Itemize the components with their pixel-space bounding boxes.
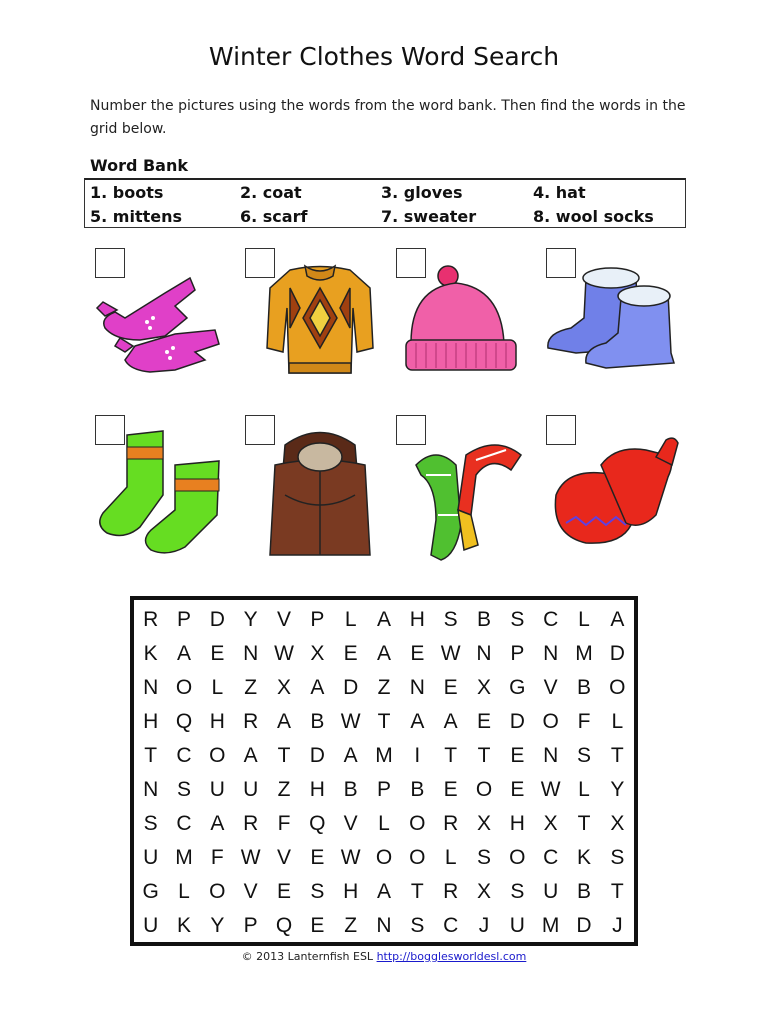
grid-letter[interactable]: C <box>543 608 559 631</box>
grid-letter[interactable]: O <box>175 676 193 699</box>
grid-row <box>134 705 634 739</box>
grid-row <box>134 807 634 841</box>
grid-letter[interactable]: S <box>610 846 625 869</box>
grid-letter[interactable]: Z <box>277 778 291 801</box>
grid-letter[interactable]: S <box>176 778 191 801</box>
grid-letter[interactable]: E <box>443 778 458 801</box>
grid-letter[interactable]: E <box>276 880 291 903</box>
grid-letter[interactable]: W <box>340 710 361 733</box>
grid-letter[interactable]: E <box>410 642 425 665</box>
grid-row <box>134 739 634 773</box>
grid-letter[interactable]: T <box>377 710 391 733</box>
grid-letter[interactable]: N <box>476 642 492 665</box>
grid-row <box>134 841 634 875</box>
grid-letter[interactable]: K <box>143 642 158 665</box>
grid-letter[interactable]: R <box>443 880 459 903</box>
picture-mittens <box>546 415 696 580</box>
grid-letter[interactable]: F <box>210 846 224 869</box>
grid-letter[interactable]: N <box>543 744 559 767</box>
grid-letter[interactable]: Z <box>344 914 358 937</box>
grid-letter[interactable]: K <box>576 846 591 869</box>
grid-letter[interactable]: R <box>443 812 459 835</box>
grid-letter[interactable]: V <box>276 846 291 869</box>
word-bank-item-sweater: 7. sweater <box>381 207 477 226</box>
grid-letter[interactable]: N <box>143 778 159 801</box>
grid-letter[interactable]: X <box>610 812 625 835</box>
grid-letter[interactable]: T <box>610 880 624 903</box>
word-bank-item-coat: 2. coat <box>240 183 302 202</box>
word-bank-item-wool-socks: 8. wool socks <box>533 207 654 226</box>
grid-letter[interactable]: O <box>409 812 426 835</box>
worksheet-title: Winter Clothes Word Search <box>208 42 560 71</box>
grid-letter[interactable]: T <box>577 812 591 835</box>
grid-letter[interactable]: F <box>277 812 291 835</box>
grid-letter[interactable]: A <box>376 608 391 631</box>
grid-letter[interactable]: A <box>443 710 458 733</box>
grid-letter[interactable]: U <box>543 880 559 903</box>
grid-letter[interactable]: X <box>476 880 491 903</box>
grid-letter[interactable]: D <box>343 676 359 699</box>
grid-letter[interactable]: B <box>343 778 358 801</box>
grid-letter[interactable]: O <box>209 880 226 903</box>
grid-letter[interactable]: D <box>209 608 225 631</box>
picture-wool-socks <box>95 415 245 580</box>
grid-letter[interactable]: N <box>376 914 392 937</box>
grid-letter[interactable]: P <box>376 778 391 801</box>
grid-letter[interactable]: T <box>444 744 458 767</box>
grid-letter[interactable]: Y <box>210 914 225 937</box>
grid-letter[interactable]: Y <box>610 778 625 801</box>
grid-letter[interactable]: A <box>176 642 191 665</box>
grid-letter[interactable]: H <box>343 880 359 903</box>
grid-letter[interactable]: B <box>310 710 325 733</box>
picture-number-box[interactable] <box>396 248 426 278</box>
grid-letter[interactable]: X <box>476 812 491 835</box>
grid-letter[interactable]: N <box>243 642 259 665</box>
grid-letter[interactable]: E <box>443 676 458 699</box>
grid-letter[interactable]: G <box>509 676 526 699</box>
grid-letter[interactable]: U <box>143 914 159 937</box>
grid-letter[interactable]: M <box>175 846 193 869</box>
word-bank-item-boots: 1. boots <box>90 183 164 202</box>
grid-letter[interactable]: E <box>476 710 491 733</box>
grid-letter[interactable]: H <box>509 812 525 835</box>
grid-letter[interactable]: W <box>240 846 261 869</box>
grid-letter[interactable]: T <box>410 880 424 903</box>
grid-row <box>134 671 634 705</box>
grid-letter[interactable]: U <box>143 846 159 869</box>
grid-letter[interactable]: N <box>143 676 159 699</box>
grid-row <box>134 909 634 943</box>
grid-letter[interactable]: O <box>409 846 426 869</box>
grid-letter[interactable]: O <box>475 778 493 801</box>
grid-letter[interactable]: W <box>440 642 461 665</box>
grid-letter[interactable]: C <box>176 812 192 835</box>
grid-letter[interactable]: B <box>576 676 591 699</box>
grid-letter[interactable]: P <box>176 608 191 631</box>
grid-letter[interactable]: L <box>611 710 624 733</box>
grid-letter[interactable]: O <box>609 676 626 699</box>
grid-letter[interactable]: H <box>143 710 159 733</box>
word-bank-box <box>84 178 686 228</box>
grid-letter[interactable]: I <box>414 744 421 767</box>
grid-letter[interactable]: D <box>309 744 325 767</box>
grid-letter[interactable]: X <box>310 642 325 665</box>
grid-letter[interactable]: W <box>274 642 294 665</box>
grid-letter[interactable]: M <box>541 914 560 937</box>
grid-letter[interactable]: E <box>210 642 225 665</box>
grid-letter[interactable]: M <box>575 642 593 665</box>
word-bank-item-hat: 4. hat <box>533 183 586 202</box>
picture-number-box[interactable] <box>396 415 426 445</box>
picture-scarf <box>396 415 546 580</box>
grid-letter[interactable]: T <box>610 744 624 767</box>
grid-letter[interactable]: O <box>509 846 526 869</box>
grid-letter[interactable]: E <box>510 778 525 801</box>
grid-letter[interactable]: J <box>612 914 623 937</box>
grid-letter[interactable]: H <box>409 608 425 631</box>
grid-letter[interactable]: R <box>243 710 259 733</box>
grid-letter[interactable]: J <box>478 914 490 937</box>
picture-gloves <box>95 248 245 413</box>
grid-letter[interactable]: A <box>376 642 391 665</box>
grid-letter[interactable]: B <box>576 880 591 903</box>
picture-number-box[interactable] <box>245 248 275 278</box>
grid-letter[interactable]: L <box>378 812 390 835</box>
grid-letter[interactable]: U <box>243 778 259 801</box>
grid-letter[interactable]: S <box>443 608 458 631</box>
grid-letter[interactable]: Z <box>377 676 391 699</box>
grid-letter[interactable]: E <box>343 642 358 665</box>
grid-letter[interactable]: A <box>343 744 358 767</box>
word-bank-item-mittens: 5. mittens <box>90 207 182 226</box>
grid-letter[interactable]: Y <box>243 608 258 631</box>
grid-letter[interactable]: O <box>542 710 559 733</box>
grid-letter[interactable]: E <box>310 846 325 869</box>
grid-letter[interactable]: D <box>609 642 625 665</box>
grid-row <box>134 603 634 637</box>
grid-letter[interactable]: X <box>276 676 291 699</box>
picture-number-box[interactable] <box>546 415 576 445</box>
grid-letter[interactable]: A <box>310 676 325 699</box>
grid-letter[interactable]: Q <box>175 710 193 733</box>
picture-number-box[interactable] <box>245 415 275 445</box>
grid-letter[interactable]: L <box>211 676 224 699</box>
grid-letter[interactable]: F <box>577 710 591 733</box>
grid-letter[interactable]: P <box>243 914 258 937</box>
grid-letter[interactable]: X <box>543 812 558 835</box>
grid-letter[interactable]: V <box>276 608 291 631</box>
grid-row <box>134 637 634 671</box>
grid-letter[interactable]: A <box>410 710 425 733</box>
grid-letter[interactable]: U <box>509 914 525 937</box>
grid-letter[interactable]: T <box>144 744 158 767</box>
picture-boots <box>546 248 696 413</box>
picture-coat <box>245 415 395 580</box>
grid-letter[interactable]: S <box>576 744 591 767</box>
grid-letter[interactable]: A <box>210 812 225 835</box>
grid-letter[interactable]: O <box>209 744 226 767</box>
grid-letter[interactable]: T <box>477 744 491 767</box>
grid-letter[interactable]: V <box>243 880 258 903</box>
grid-letter[interactable]: E <box>310 914 325 937</box>
grid-letter[interactable]: S <box>476 846 491 869</box>
grid-letter[interactable]: X <box>476 676 491 699</box>
grid-letter[interactable]: H <box>209 710 225 733</box>
grid-letter[interactable]: C <box>443 914 459 937</box>
grid-letter[interactable]: S <box>143 812 158 835</box>
grid-letter[interactable]: A <box>276 710 291 733</box>
picture-number-box[interactable] <box>95 248 125 278</box>
grid-letter[interactable]: P <box>310 608 325 631</box>
picture-number-box[interactable] <box>546 248 576 278</box>
footer <box>0 950 768 963</box>
grid-letter[interactable]: W <box>340 846 361 869</box>
grid-letter[interactable]: S <box>510 880 525 903</box>
grid-letter[interactable]: D <box>509 710 525 733</box>
grid-letter[interactable]: B <box>476 608 491 631</box>
grid-letter[interactable]: S <box>410 914 425 937</box>
picture-sweater <box>245 248 395 413</box>
grid-letter[interactable]: N <box>543 642 559 665</box>
grid-letter[interactable]: W <box>540 778 561 801</box>
grid-letter[interactable]: S <box>510 608 525 631</box>
grid-letter[interactable]: C <box>176 744 192 767</box>
instructions-text: Number the pictures using the words from the word bank. Then find the words in the grid below. <box>90 98 686 137</box>
grid-letter[interactable]: L <box>444 846 457 869</box>
grid-letter[interactable]: P <box>510 642 525 665</box>
grid-row <box>134 875 634 909</box>
grid-letter[interactable]: O <box>375 846 393 869</box>
grid-letter[interactable]: M <box>375 744 393 767</box>
grid-letter[interactable]: N <box>409 676 425 699</box>
picture-hat <box>396 248 546 413</box>
grid-letter[interactable]: V <box>543 676 558 699</box>
grid-letter[interactable]: L <box>344 608 357 631</box>
grid-letter[interactable]: L <box>578 778 590 801</box>
grid-letter[interactable]: L <box>178 880 190 903</box>
grid-letter[interactable]: L <box>578 608 590 631</box>
grid-letter[interactable]: E <box>510 744 525 767</box>
grid-letter[interactable]: A <box>376 880 391 903</box>
grid-letter[interactable]: K <box>176 914 191 937</box>
grid-letter[interactable]: V <box>343 812 358 835</box>
grid-letter[interactable]: T <box>277 744 291 767</box>
grid-letter[interactable]: R <box>143 608 159 631</box>
grid-letter[interactable]: G <box>142 880 159 903</box>
grid-letter[interactable]: R <box>243 812 259 835</box>
word-search-grid <box>130 596 638 946</box>
website-link[interactable]: http://bogglesworldesl.com <box>376 950 527 963</box>
grid-letter[interactable]: D <box>576 914 592 937</box>
word-bank-item-scarf: 6. scarf <box>240 207 308 226</box>
grid-letter[interactable]: H <box>309 778 325 801</box>
grid-letter[interactable]: Q <box>309 812 326 835</box>
picture-number-box[interactable] <box>95 415 125 445</box>
copyright-text: © 2013 Lanternfish ESL <box>241 950 374 963</box>
word-bank-heading: Word Bank <box>90 156 189 175</box>
grid-letter[interactable]: C <box>543 846 559 869</box>
grid-letter[interactable]: B <box>410 778 425 801</box>
word-bank-item-gloves: 3. gloves <box>381 183 463 202</box>
grid-letter[interactable]: Z <box>244 676 258 699</box>
grid-letter[interactable]: A <box>610 608 625 631</box>
grid-letter[interactable]: S <box>310 880 325 903</box>
grid-letter[interactable]: U <box>209 778 225 801</box>
grid-row <box>134 773 634 807</box>
grid-letter[interactable]: Q <box>275 914 293 937</box>
grid-letter[interactable]: A <box>243 744 258 767</box>
